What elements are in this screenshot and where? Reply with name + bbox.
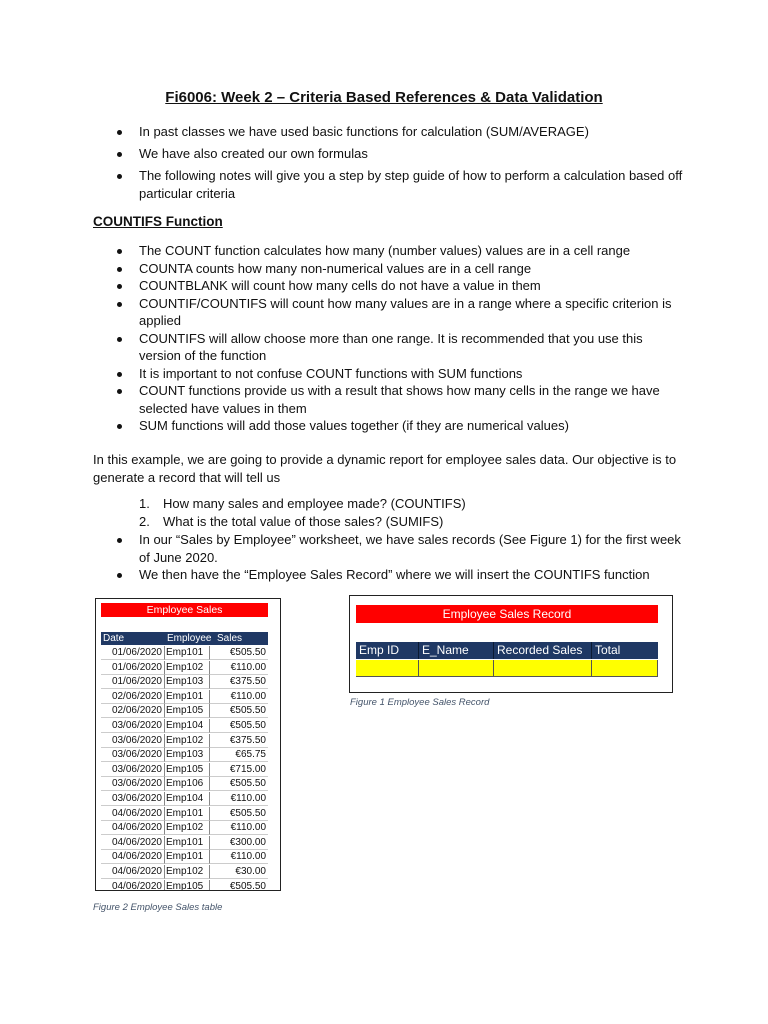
bullet-icon xyxy=(117,130,122,135)
list-item: The COUNT function calculates how many (number values) values are in a cell range xyxy=(93,242,683,260)
list-item: SUM functions will add those values together (if they are numerical values) xyxy=(93,417,683,435)
list-item: COUNTBLANK will count how many cells do not have a value in them xyxy=(93,277,683,295)
list-item: 2. What is the total value of those sales? (SUMIFS) xyxy=(139,514,444,529)
date-cell: 01/06/2020 xyxy=(101,646,165,660)
employee-cell: Emp105 xyxy=(165,763,210,777)
employee-cell: Emp106 xyxy=(165,777,210,791)
sales-table-body xyxy=(101,646,268,891)
table-row xyxy=(101,763,268,778)
table-row xyxy=(101,836,268,851)
bullet-icon xyxy=(117,389,122,394)
bullet-icon xyxy=(117,152,122,157)
employee-cell: Emp101 xyxy=(165,807,210,821)
countifs-heading: COUNTIFS Function xyxy=(93,214,223,229)
date-cell: 02/06/2020 xyxy=(101,704,165,718)
table-row xyxy=(101,646,268,661)
list-item: COUNTIF/COUNTIFS will count how many values are in a range where a specific criterion is applied xyxy=(93,295,683,330)
sales-cell: €505.50 xyxy=(210,807,268,821)
employee-sales-table-figure xyxy=(95,598,281,891)
employee-cell: Emp105 xyxy=(165,880,210,892)
example-bullet-list xyxy=(93,531,683,584)
date-cell: 03/06/2020 xyxy=(101,792,165,806)
list-item: 1. How many sales and employee made? (COUNTIFS) xyxy=(139,496,466,511)
bullet-icon xyxy=(117,538,122,543)
list-item: COUNTA counts how many non-numerical values are in a cell range xyxy=(93,260,683,278)
record-input-row xyxy=(356,660,658,677)
sales-cell: €110.00 xyxy=(210,792,268,806)
column-header: E_Name xyxy=(419,642,494,659)
employee-cell: Emp101 xyxy=(165,850,210,864)
date-cell: 01/06/2020 xyxy=(101,661,165,675)
bullet-icon xyxy=(117,174,122,179)
sales-cell: €505.50 xyxy=(210,719,268,733)
sales-cell: €505.50 xyxy=(210,704,268,718)
table-row xyxy=(101,748,268,763)
bullet-icon xyxy=(117,284,122,289)
figure-2-caption: Figure 2 Employee Sales table xyxy=(93,902,223,913)
employee-sales-record-figure xyxy=(349,595,673,693)
bullet-icon xyxy=(117,302,122,307)
date-cell: 02/06/2020 xyxy=(101,690,165,704)
table-row xyxy=(101,719,268,734)
employee-cell: Emp101 xyxy=(165,646,210,660)
bullet-icon xyxy=(117,424,122,429)
list-item: The following notes will give you a step by step guide of how to perform a calculation based off particular criteria xyxy=(93,167,683,202)
employee-cell: Emp104 xyxy=(165,719,210,733)
record-banner: Employee Sales Record xyxy=(356,605,658,623)
sales-cell: €375.50 xyxy=(210,675,268,689)
table-row xyxy=(101,777,268,792)
date-cell: 03/06/2020 xyxy=(101,763,165,777)
bullet-icon xyxy=(117,337,122,342)
table-row xyxy=(101,734,268,749)
bullet-icon xyxy=(117,267,122,272)
intro-bullet-list xyxy=(93,123,683,207)
sales-table-header xyxy=(101,632,268,645)
date-cell: 03/06/2020 xyxy=(101,719,165,733)
sales-cell: €65.75 xyxy=(210,748,268,762)
employee-cell: Emp102 xyxy=(165,821,210,835)
sales-cell: €110.00 xyxy=(210,850,268,864)
employee-cell: Emp102 xyxy=(165,865,210,879)
count-bullet-list xyxy=(93,242,683,435)
sales-cell: €30.00 xyxy=(210,865,268,879)
figure-1-caption: Figure 1 Employee Sales Record xyxy=(350,697,490,708)
example-paragraph: In this example, we are going to provide a dynamic report for employee sales data. Our objective is to generate a record that will tell us xyxy=(93,452,677,485)
date-cell: 04/06/2020 xyxy=(101,836,165,850)
date-cell: 04/06/2020 xyxy=(101,865,165,879)
employee-cell: Emp102 xyxy=(165,661,210,675)
sales-table-banner: Employee Sales xyxy=(101,603,268,617)
bullet-icon xyxy=(117,249,122,254)
bullet-icon xyxy=(117,573,122,578)
sales-cell: €375.50 xyxy=(210,734,268,748)
list-item: We then have the “Employee Sales Record” where we will insert the COUNTIFS function xyxy=(93,566,683,584)
table-row xyxy=(101,675,268,690)
list-item: COUNTIFS will allow choose more than one range. It is recommended that you use this version of the function xyxy=(93,330,683,365)
date-cell: 03/06/2020 xyxy=(101,734,165,748)
table-row xyxy=(101,704,268,719)
emp-id-cell[interactable] xyxy=(356,660,419,677)
date-cell: 04/06/2020 xyxy=(101,821,165,835)
table-row xyxy=(101,792,268,807)
table-row xyxy=(101,807,268,822)
sales-cell: €505.50 xyxy=(210,880,268,892)
date-cell: 04/06/2020 xyxy=(101,807,165,821)
table-row xyxy=(101,690,268,705)
sales-cell: €110.00 xyxy=(210,821,268,835)
column-header: Employee xyxy=(167,633,212,644)
sales-cell: €110.00 xyxy=(210,690,268,704)
employee-cell: Emp101 xyxy=(165,836,210,850)
table-row xyxy=(101,865,268,880)
recorded-sales-cell[interactable] xyxy=(494,660,592,677)
list-item: We have also created our own formulas xyxy=(93,145,683,163)
table-row xyxy=(101,661,268,676)
sales-cell: €110.00 xyxy=(210,661,268,675)
date-cell: 03/06/2020 xyxy=(101,748,165,762)
sales-cell: €300.00 xyxy=(210,836,268,850)
column-header: Sales xyxy=(217,633,243,644)
page-title: Fi6006: Week 2 – Criteria Based References & Data Validation xyxy=(165,89,603,106)
column-header: Date xyxy=(103,633,125,644)
date-cell: 04/06/2020 xyxy=(101,880,165,892)
column-header: Emp ID xyxy=(356,642,419,659)
table-row xyxy=(101,880,268,892)
employee-cell: Emp103 xyxy=(165,675,210,689)
column-header: Recorded Sales xyxy=(494,642,592,659)
table-row xyxy=(101,821,268,836)
employee-cell: Emp101 xyxy=(165,690,210,704)
date-cell: 03/06/2020 xyxy=(101,777,165,791)
sales-cell: €505.50 xyxy=(210,777,268,791)
employee-cell: Emp105 xyxy=(165,704,210,718)
record-header xyxy=(356,642,658,659)
date-cell: 04/06/2020 xyxy=(101,850,165,864)
list-item: COUNT functions provide us with a result that shows how many cells in the range we have selected have values in them xyxy=(93,382,683,417)
date-cell: 01/06/2020 xyxy=(101,675,165,689)
e-name-cell[interactable] xyxy=(419,660,494,677)
list-item: In past classes we have used basic functions for calculation (SUM/AVERAGE) xyxy=(93,123,683,141)
list-item: It is important to not confuse COUNT functions with SUM functions xyxy=(93,365,683,383)
sales-cell: €715.00 xyxy=(210,763,268,777)
employee-cell: Emp103 xyxy=(165,748,210,762)
sales-cell: €505.50 xyxy=(210,646,268,660)
employee-cell: Emp104 xyxy=(165,792,210,806)
column-header: Total xyxy=(595,643,621,657)
total-cell[interactable] xyxy=(592,660,658,677)
employee-cell: Emp102 xyxy=(165,734,210,748)
list-item: In our “Sales by Employee” worksheet, we have sales records (See Figure 1) for the first week of June 2020. xyxy=(93,531,683,566)
bullet-icon xyxy=(117,372,122,377)
objective-list xyxy=(93,495,683,531)
table-row xyxy=(101,850,268,865)
